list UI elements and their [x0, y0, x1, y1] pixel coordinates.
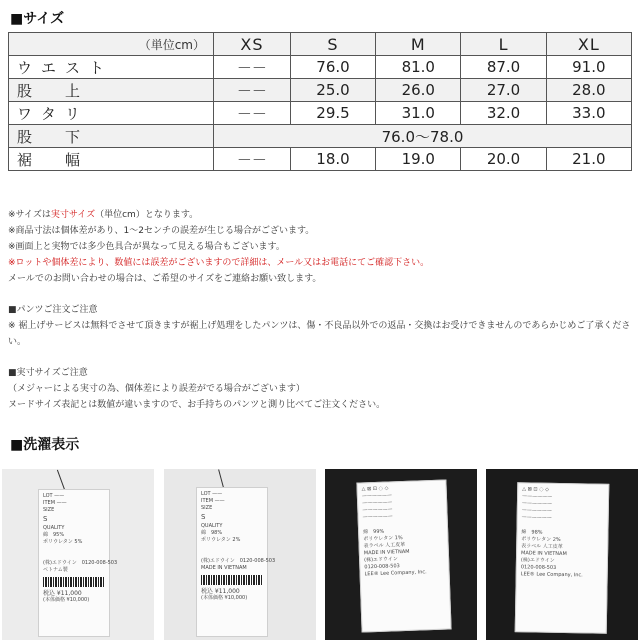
pants-notice-heading: ■パンツご注文ご注意 — [8, 305, 98, 315]
label-brand: LEE® Lee Company, Inc. — [520, 571, 583, 579]
tag-size: S — [43, 515, 48, 523]
cell: 26.0 — [376, 79, 461, 102]
cell: 18.0 — [290, 148, 375, 171]
label-maker: (株)エドウイン — [364, 556, 398, 564]
note-line: メールでのお問い合わせの場合は、ご希望のサイズをご連絡お願い致します。 — [8, 274, 322, 284]
tag-size: S — [201, 513, 206, 521]
table-row-inseam — [9, 125, 632, 148]
care-label-photo-3 — [325, 469, 477, 640]
cell: 29.5 — [290, 102, 375, 125]
table-row-waist — [9, 56, 632, 79]
cell: 32.0 — [461, 102, 546, 125]
label-brand: LEE® Lee Company, Inc. — [364, 569, 427, 578]
size-header-xl: XL — [546, 33, 631, 56]
tag-maker: (株)エドウイン 0120-008-503 — [43, 560, 118, 566]
label-fiber-2: ポリウレタン 2% — [521, 536, 561, 543]
tag-price-note: (本体価格 ¥10,000) — [43, 597, 90, 603]
row-label: 裾 幅 — [9, 148, 214, 171]
tag-price: 税込 ¥11,000 — [43, 590, 82, 597]
cell: －－ — [214, 56, 291, 79]
merged-cell: 76.0〜78.0 — [214, 125, 632, 148]
label-fiber-2: ポリウレタン 1% — [363, 535, 403, 543]
label-fiber: 綿 98% — [521, 529, 543, 536]
row-label: 股 下 — [9, 125, 214, 148]
tag-price: 税込 ¥11,000 — [201, 588, 240, 595]
cell: 19.0 — [376, 148, 461, 171]
row-label: 股 上 — [9, 79, 214, 102]
tag-price-note: (本体価格 ¥10,000) — [201, 595, 248, 601]
cell: －－ — [214, 102, 291, 125]
table-row-rise — [9, 79, 632, 102]
notes-block — [8, 207, 632, 413]
actual-size-line: ヌードサイズ表記とは数値が違いますので、お手持ちのパンツと測り比べてご注文ください。 — [8, 400, 386, 410]
label-material: 表ラベル 人工皮革 — [521, 543, 563, 551]
barcode — [43, 577, 105, 587]
cell: 28.0 — [546, 79, 631, 102]
table-row-thigh — [9, 102, 632, 125]
size-table-header-row — [9, 33, 632, 56]
label-maker: (株)エドウイン — [520, 557, 555, 564]
care-label: △ ⊠ ⊡ ◌ ◇ —————— —————— —————— —————— 綿 98% ポリウレタン 2% 表ラベル 人工皮革 MADE IN VIETNAM (株)エドウイン 0120-008-503 LEE® Lee Company, Inc. — [515, 482, 610, 634]
cell: 31.0 — [376, 102, 461, 125]
note-line: ※画面上と実物では多少色具合が異なって見える場合もございます。 — [8, 242, 285, 252]
cell: 21.0 — [546, 148, 631, 171]
price-tag: LOT —— ITEM —— SIZE S QUALITY 綿 95% ポリウレタン 5% (株)エドウイン 0120-008-503 ベトナム製 税込 ¥11,000 (本体価格 ¥10,000) — [38, 489, 110, 637]
row-label: ワタリ — [9, 102, 214, 125]
actual-size-line: （メジャーによる実寸の為、個体差により誤差がでる場合がございます） — [8, 384, 305, 394]
label-material: 表ラベル 人工皮革 — [363, 541, 406, 550]
size-header-s: S — [290, 33, 375, 56]
barcode — [201, 575, 263, 585]
size-header-xs: XS — [214, 33, 291, 56]
care-label: △ ⊠ ⊡ ◌ ◇ —————— —————— —————— —————— 綿 99% ポリウレタン 1% 表ラベル 人工皮革 MADE IN VIETNAM (株)エドウイン 0120-008-503 LEE® Lee Company, Inc. — [356, 479, 451, 632]
tag-fiber: 綿 98% — [201, 530, 223, 536]
cell: 76.0 — [290, 56, 375, 79]
cell: 81.0 — [376, 56, 461, 79]
wash-section-title: ■洗濯表示 — [10, 437, 80, 453]
care-tag-photo-2 — [164, 469, 316, 640]
tag-origin: ベトナム製 — [43, 567, 68, 573]
note-highlight: 実寸サイズ — [50, 210, 96, 220]
cell: 25.0 — [290, 79, 375, 102]
tag-origin: MADE IN VIETNAM — [201, 565, 247, 571]
note-line: ※商品寸法は個体差があり、1～2センチの誤差が生じる場合がございます。 — [8, 226, 315, 236]
note-warning: ※ロットや個体差により、数値には誤差がございますので詳細は、メール又はお電話にてご確認下さい。 — [8, 258, 430, 268]
care-label-photo-4 — [486, 469, 638, 640]
cell: －－ — [214, 79, 291, 102]
note-text: ※サイズは — [8, 210, 51, 220]
size-header-m: M — [376, 33, 461, 56]
care-tag-photo-1 — [2, 469, 154, 640]
note-line — [8, 207, 632, 223]
size-table — [8, 32, 632, 171]
cell: 33.0 — [546, 102, 631, 125]
cell: 27.0 — [461, 79, 546, 102]
cell: 91.0 — [546, 56, 631, 79]
label-fiber: 綿 99% — [363, 528, 385, 536]
tag-maker: (株)エドウイン 0120-008-503 — [201, 558, 276, 564]
row-label: ウエスト — [9, 56, 214, 79]
cell: 20.0 — [461, 148, 546, 171]
unit-label: （単位cm） — [9, 33, 214, 56]
note-text: （単位cm）となります。 — [95, 210, 199, 220]
size-header-l: L — [461, 33, 546, 56]
label-tel: 0120-008-503 — [520, 564, 557, 571]
label-origin: MADE IN VIETNAM — [363, 548, 410, 557]
table-row-hem — [9, 148, 632, 171]
cell: －－ — [214, 148, 291, 171]
pants-notice-body: ※ 裾上げサービスは無料でさせて頂きますが裾上げ処理をしたパンツは、傷・不良品以外での返品・交換はお受けできませんのであらかじめご了承ください。 — [8, 321, 631, 347]
tag-fiber-2: ポリウレタン 2% — [201, 537, 241, 543]
price-tag: LOT —— ITEM —— SIZE S QUALITY 綿 98% ポリウレタン 2% (株)エドウイン 0120-008-503 MADE IN VIETNAM 税込 ¥11,000 (本体価格 ¥10,000) — [196, 487, 268, 637]
label-origin: MADE IN VIETNAM — [521, 550, 567, 558]
tag-fiber-2: ポリウレタン 5% — [43, 539, 83, 545]
cell: 87.0 — [461, 56, 546, 79]
size-section-title: ■サイズ — [10, 11, 65, 27]
actual-size-heading: ■実寸サイズご注意 — [8, 368, 88, 378]
tag-fiber: 綿 95% — [43, 532, 65, 538]
label-tel: 0120-008-503 — [364, 563, 400, 571]
